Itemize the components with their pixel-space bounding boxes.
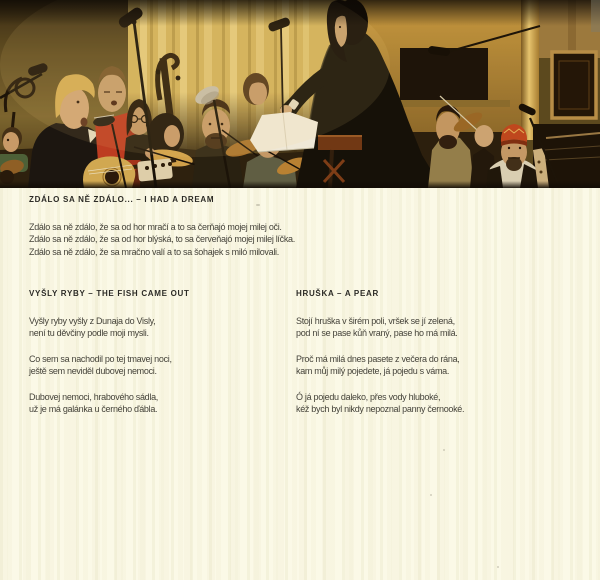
song-title: ZDÁLO SA NĚ ZDÁLO... – I HAD A DREAM <box>29 195 215 204</box>
lyric-line: Zdálo sa ně zdálo, že sa mračno valí a to sa šohajek s miló milovali. <box>29 246 279 257</box>
lyric-line: není tu děvčiny podle moji mysli. <box>29 328 149 339</box>
lyric-stanza <box>29 353 289 378</box>
lyric-line: kam můj milý pojedete, já pojedu s váma. <box>296 366 450 377</box>
lyric-line: Vyšly ryby vyšly z Dunaja do Visly, <box>29 316 156 326</box>
song-section-zdalo-sa-ne-zdalo <box>29 195 369 271</box>
concert-photo-illustration <box>0 0 600 188</box>
lyric-stanza <box>296 391 586 416</box>
lyric-stanza <box>296 353 586 378</box>
scan-speck <box>443 449 445 451</box>
lyric-stanza <box>296 315 586 340</box>
lyric-line: Ó já pojedu daleko, přes vody hluboké, <box>296 391 441 402</box>
lyric-line: Zdálo sa ně zdálo, že sa od hor mračí a to sa čerňajó mojej milej oči. <box>29 222 282 232</box>
song-section-hruska <box>296 289 586 428</box>
scan-speck <box>256 204 260 206</box>
song-section-vysly-ryby <box>29 289 289 428</box>
song-title: VYŠLY RYBY – THE FISH CAME OUT <box>29 289 190 298</box>
lyric-stanza <box>29 221 369 258</box>
lyric-line: Stojí hruška v širém poli, vršek se jí zelená, <box>296 316 455 326</box>
lyric-line: kéž bych byl nikdy nepoznal panny černooké. <box>296 404 465 415</box>
lyric-line: Co sem sa nachodil po tej tmavej noci, <box>29 353 172 364</box>
lyric-line: už je má galánka u černého ďábla. <box>29 404 158 415</box>
lyric-line: Proč má milá dnes pasete z večera do rána, <box>296 353 460 364</box>
lyric-line: pod ní se pase kůň vraný, pase ho má milá. <box>296 328 458 339</box>
scan-speck <box>430 494 432 496</box>
lyric-line: Zdálo sa ně zdálo, že sa od hor blýská, to sa červeňajó mojej milej líčka. <box>29 234 295 245</box>
song-title: HRUŠKA – A PEAR <box>296 289 379 298</box>
concert-photo <box>0 0 600 188</box>
lyric-line: Dubovej nemoci, hrabového sádla, <box>29 391 158 402</box>
scan-speck <box>497 566 499 568</box>
lyric-line: ještě sem neviděl dubovej nemoci. <box>29 366 157 377</box>
lyric-stanza <box>29 315 289 340</box>
lyric-stanza <box>29 391 289 416</box>
photo-vignette <box>0 0 600 188</box>
